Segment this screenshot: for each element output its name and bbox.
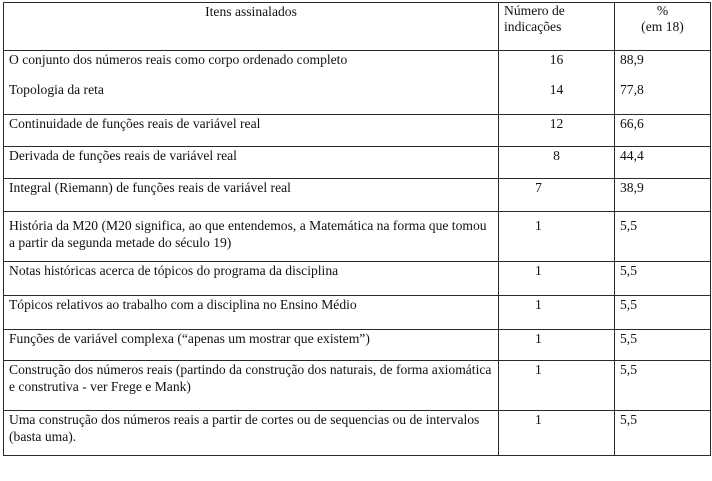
table-row [4,361,711,411]
row-pct: 88,9 [615,51,711,81]
items-table [3,2,711,456]
row-count: 8 [499,147,615,179]
row-item: Topologia da reta [4,81,499,115]
table-header-row [4,3,711,51]
row-pct: 77,8 [615,81,711,115]
row-count: 1 [499,361,615,411]
row-item: Notas históricas acerca de tópicos do programa da disciplina [4,262,499,296]
row-item: Derivada de funções reais de variável real [4,147,499,179]
row-count: 1 [499,411,615,456]
header-item-label: Itens assinalados [205,4,297,19]
table-row [4,179,711,212]
row-item: Tópicos relativos ao trabalho com a disciplina no Ensino Médio [4,296,499,330]
row-pct: 5,5 [615,262,711,296]
row-count: 16 [499,51,615,81]
row-pct: 5,5 [615,296,711,330]
row-pct: 44,4 [615,147,711,179]
row-item: Uma construção dos números reais a partir de cortes ou de sequencias ou de intervalos (basta uma). [4,411,499,456]
row-pct: 66,6 [615,115,711,147]
table-row [4,262,711,296]
row-count: 1 [499,296,615,330]
header-pct [615,3,711,51]
row-item: Construção dos números reais (partindo da construção dos naturais, de forma axiomática e construtiva - ver Frege e Mank) [4,361,499,411]
table-row [4,81,711,115]
row-count-value: 7 [535,180,542,195]
row-item: Funções de variável complexa (“apenas um mostrar que existem”) [4,330,499,361]
table-row [4,115,711,147]
header-count [499,3,615,51]
header-pct-line2: (em 18) [641,19,684,34]
row-pct: 5,5 [615,411,711,456]
header-pct-line1: % [656,3,669,18]
row-pct: 5,5 [615,361,711,411]
row-pct: 5,5 [615,330,711,361]
row-item: Continuidade de funções reais de variável real [4,115,499,147]
row-count: 1 [499,330,615,361]
row-count: 1 [499,262,615,296]
table-row [4,330,711,361]
header-count-line1: Número de [504,3,565,18]
table-row [4,296,711,330]
row-item: O conjunto dos números reais como corpo ordenado completo [4,51,499,81]
row-pct: 5,5 [615,212,711,262]
row-count [499,179,615,212]
row-count: 14 [499,81,615,115]
row-item: Integral (Riemann) de funções reais de variável real [4,179,499,212]
row-pct: 38,9 [615,179,711,212]
table-row [4,51,711,81]
row-count: 1 [499,212,615,262]
table-row [4,212,711,262]
table-row [4,411,711,456]
row-count: 12 [499,115,615,147]
table-row [4,147,711,179]
row-item: História da M20 (M20 significa, ao que entendemos, a Matemática na forma que tomou a partir da segunda metade do século 19) [4,212,499,262]
header-count-line2: indicações [504,19,562,34]
header-item [4,3,499,51]
